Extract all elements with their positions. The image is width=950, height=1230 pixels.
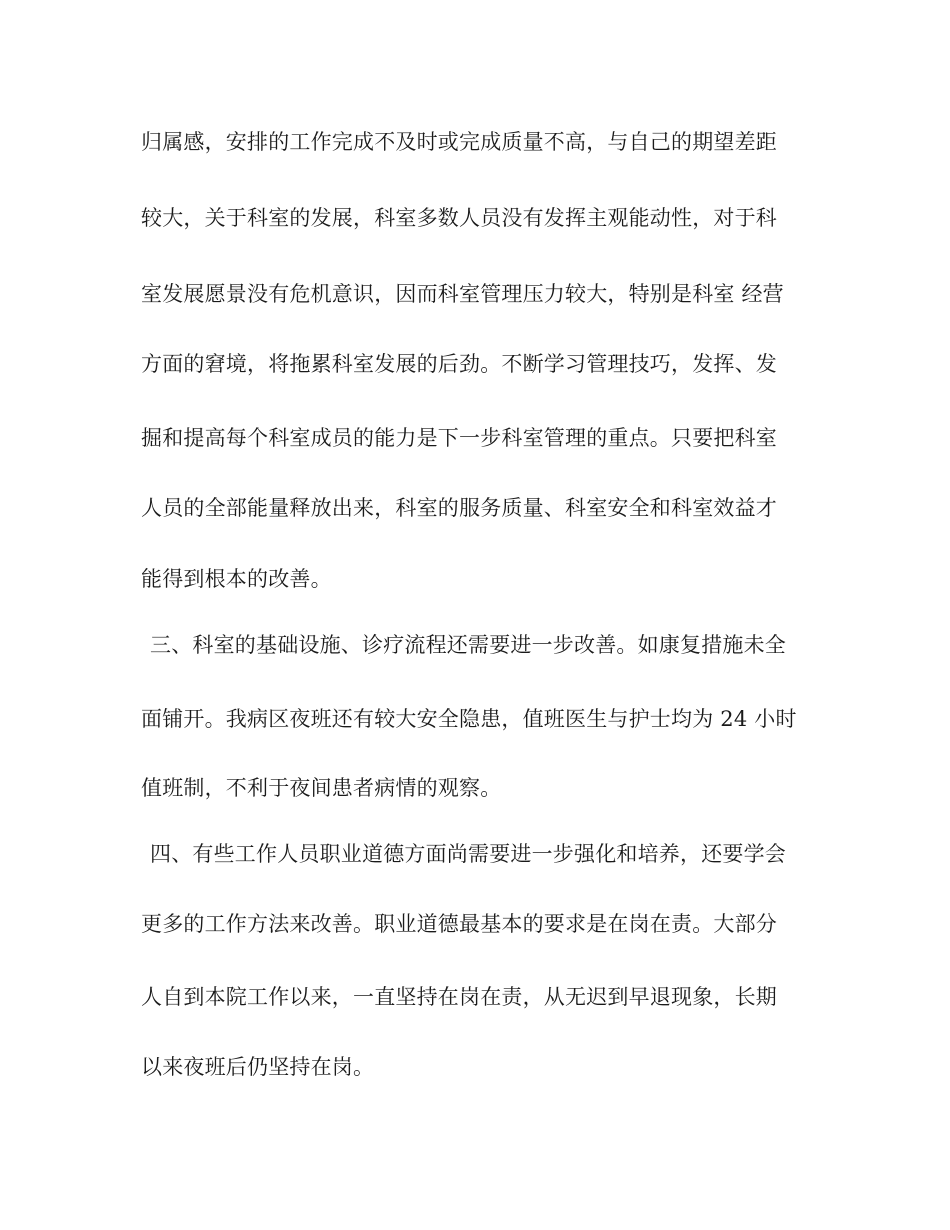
body-text-line: 方面的窘境，将拖累科室发展的后劲。不断学习管理技巧，发挥、发 <box>141 352 777 376</box>
body-text-line: 更多的工作方法来改善。职业道德最基本的要求是在岗在责。大部分 <box>141 912 777 936</box>
section-three-line: 三、科室的基础设施、诊疗流程还需要进一步改善。如康复措施未全 <box>150 633 786 657</box>
section-four-line: 四、有些工作人员职业道德方面尚需要进一步强化和培养，还要学会 <box>150 842 786 866</box>
body-text-line: 较大，关于科室的发展，科室多数人员没有发挥主观能动性，对于科 <box>141 206 777 230</box>
body-text-line: 室发展愿景没有危机意识，因而科室管理压力较大，特别是科室 经营 <box>141 282 784 306</box>
body-text-line: 面铺开。我病区夜班还有较大安全隐患，值班医生与护士均为 24 小时 <box>141 707 797 731</box>
body-text-line: 能得到根本的改善。 <box>141 567 332 591</box>
body-text-line: 人员的全部能量释放出来，科室的服务质量、科室安全和科室效益才 <box>141 496 777 520</box>
body-text-line: 掘和提高每个科室成员的能力是下一步科室管理的重点。只要把科室 <box>141 426 777 450</box>
body-text-line: 归属感，安排的工作完成不及时或完成质量不高，与自己的期望差距 <box>141 130 777 154</box>
body-text-line: 人自到本院工作以来，一直坚持在岗在责，从无迟到早退现象，长期 <box>141 985 777 1009</box>
body-text-line: 以来夜班后仍坚持在岗。 <box>141 1055 375 1079</box>
body-text-line: 值班制，不利于夜间患者病情的观察。 <box>141 776 502 800</box>
